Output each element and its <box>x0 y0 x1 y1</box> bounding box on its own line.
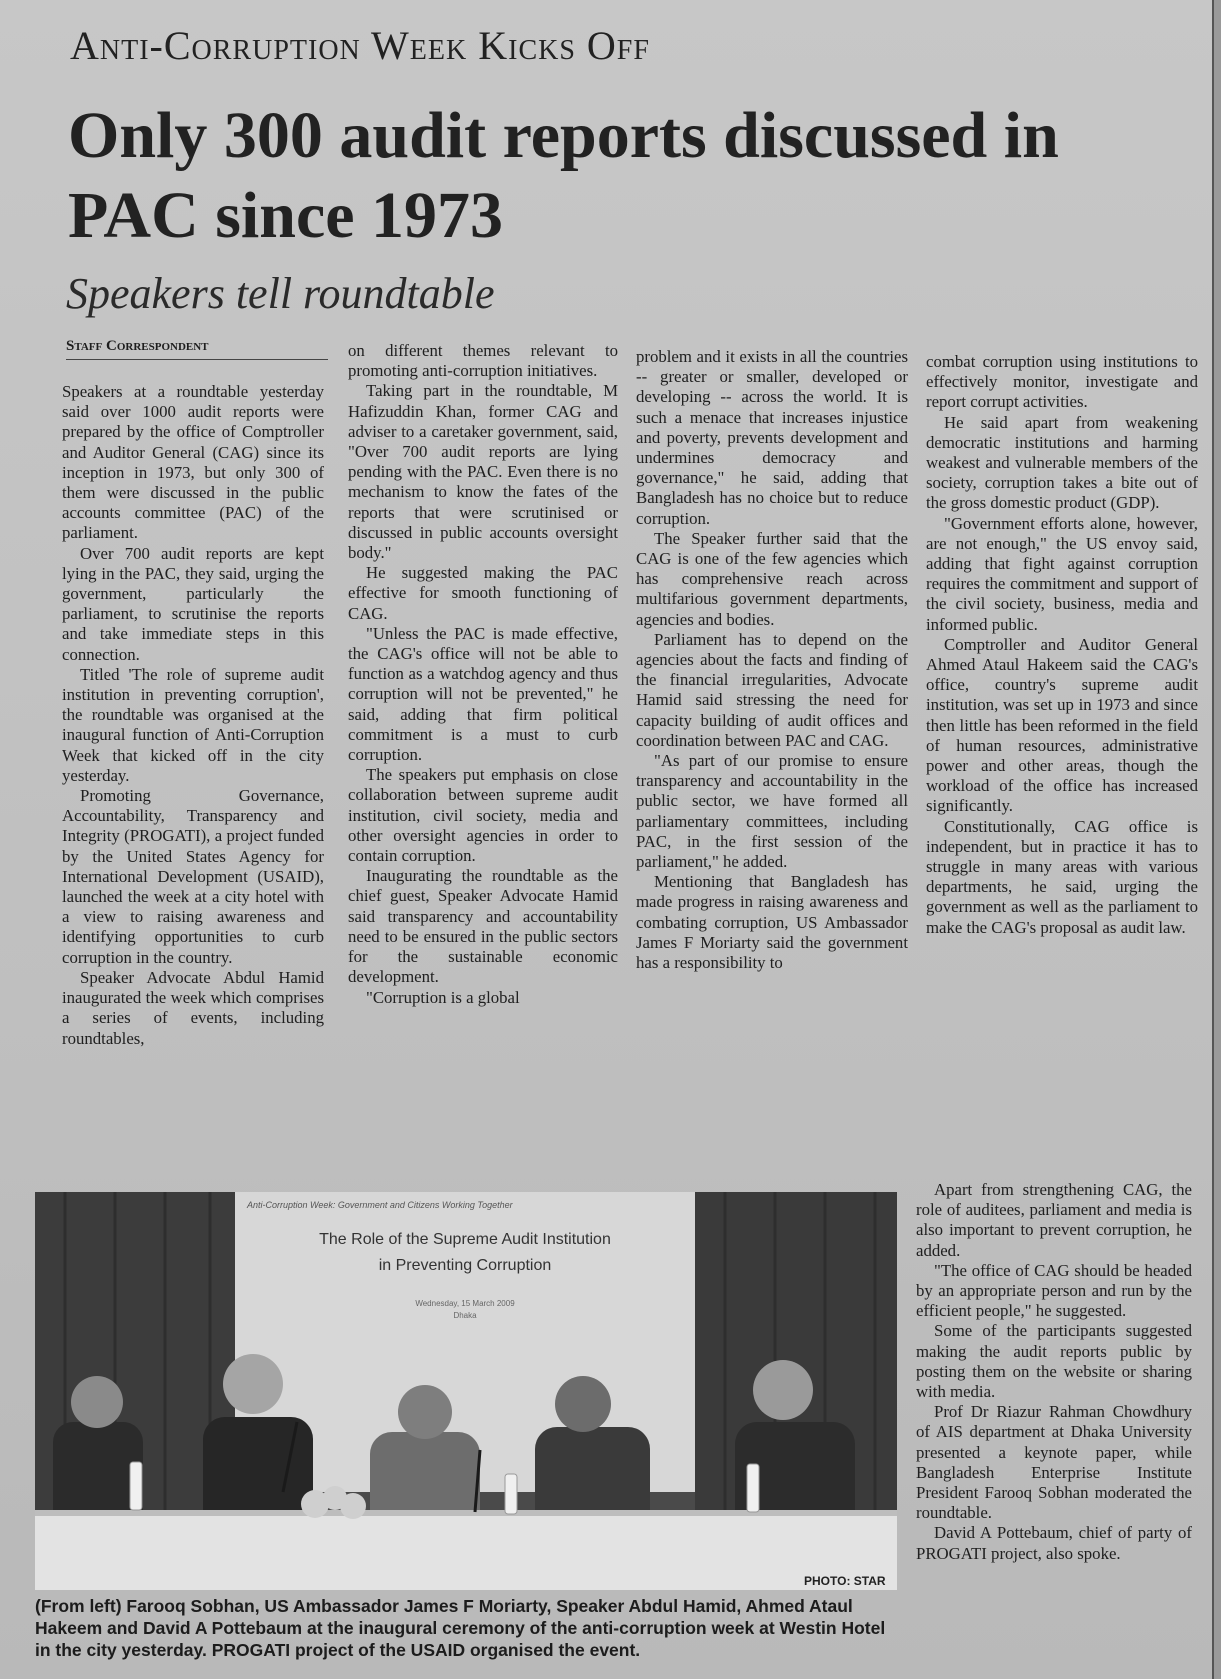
banner-top-text: Anti-Corruption Week: Government and Citizens Working Together <box>247 1200 513 1210</box>
page-fold-edge <box>1212 0 1221 1679</box>
event-photo <box>35 1192 897 1590</box>
paragraph: The Speaker further said that the CAG is one of the few agencies which has comprehensive reach across multifarious government departments, agencies and bodies. <box>636 528 908 629</box>
article-column-1 <box>62 382 324 1049</box>
article-column-2 <box>348 341 618 1008</box>
paragraph: "As part of our promise to ensure transparency and accountability in the public sector, we have formed all parliamentary committees, including PAC, in the first session of the parliament," he added. <box>636 751 908 872</box>
event-photo-illustration <box>35 1192 897 1590</box>
paragraph: Speaker Advocate Abdul Hamid inaugurated the week which comprises a series of events, including roundtables, <box>62 967 324 1048</box>
paragraph: He suggested making the PAC effective for smooth functioning of CAG. <box>348 563 618 623</box>
paragraph: "Corruption is a global <box>366 987 520 1007</box>
paragraph: problem and it exists in all the countries -- greater or smaller, developed or developing -- across the world. It is such a menace that increases injustice and poverty, prevents development and undermines democracy and governance," he said, adding that Bangladesh has no choice but to reduce corruption. <box>636 347 908 528</box>
banner-place: Dhaka <box>453 1311 477 1320</box>
paragraph: Some of the participants suggested making the audit reports public by posting them on the website or sharing with media. <box>916 1321 1192 1402</box>
article-headline: Only 300 audit reports discussed in PAC since 1973 <box>68 99 1059 252</box>
article-kicker: Anti-Corruption Week Kicks Off <box>70 23 650 68</box>
banner-date: Wednesday, 15 March 2009 <box>415 1299 515 1308</box>
conference-table <box>35 1514 897 1590</box>
paragraph: He said apart from weakening democratic institutions and harming weakest and vulnerable members of the society, corruption takes a bite out of the gross domestic product (GDP). <box>926 412 1198 513</box>
paragraph: Taking part in the roundtable, M Hafizuddin Khan, former CAG and adviser to a caretaker government, said, "Over 700 audit reports are lying pending with the PAC. Even there is no mechanism to know the fates of the reports that were scrutinised or discussed in public accounts oversight body." <box>348 381 618 563</box>
paragraph: Promoting Governance, Accountability, Transparency and Integrity (PROGATI), a project funded by the United States Agency for International Development (USAID), launched the week at a city hotel with a view to raising awareness and identifying opportunities to curb corruption in the country. <box>62 786 324 967</box>
paragraph: Speakers at a roundtable yesterday said over 1000 audit reports were prepared by the office of Comptroller and Auditor General (CAG) since its inception in 1973, but only 300 of them were discussed in the public accounts committee (PAC) of the parliament. <box>62 382 324 543</box>
banner-title-line-2: in Preventing Corruption <box>378 1257 552 1274</box>
paragraph: David A Pottebaum, chief of party of PROGATI project, also spoke. <box>916 1523 1192 1563</box>
paragraph: combat corruption using institutions to effectively monitor, investigate and report corrupt activities. <box>926 352 1198 412</box>
paragraph: Parliament has to depend on the agencies about the facts and finding of the financial irregularities, Advocate Hamid said stressing the need for capacity building of audit offices and coordination between PAC and CAG. <box>636 629 908 750</box>
paragraph: "Unless the PAC is made effective, the CAG's office will not be able to function as a watchdog agency and thus corruption will not be prevented," he said, adding that firm political commitment is a must to curb corruption. <box>348 623 618 765</box>
table-edge <box>35 1510 897 1516</box>
article-column-3 <box>636 347 908 973</box>
paragraph: The speakers put emphasis on close collaboration between supreme audit institution, civil society, media and other oversight agencies in order to contain corruption. <box>348 765 618 866</box>
paragraph: Prof Dr Riazur Rahman Chowdhury of AIS department at Dhaka University presented a keynote paper, while Bangladesh Enterprise Institute President Farooq Sobhan moderated the roundtable. <box>916 1402 1192 1523</box>
paragraph: "Government efforts alone, however, are not enough," the US envoy said, adding that fight against corruption requires the commitment and support of the civil society, business, media and informed public. <box>926 513 1198 634</box>
paragraph: Constitutionally, CAG office is independent, but in practice it has to struggle in many areas with various departments, he said, urging the government as well as the parliament to make the CAG's proposal as audit law. <box>926 816 1198 937</box>
paragraph: on different themes relevant to promoting anti-corruption initiatives. <box>348 341 618 381</box>
paragraph: Over 700 audit reports are kept lying in the PAC, they said, urging the government, particularly the parliament, to scrutinise the reports and take immediate steps in this connection. <box>62 543 324 664</box>
article-byline: Staff Correspondent <box>66 338 328 360</box>
article-column-4-continued <box>916 1180 1192 1564</box>
paragraph: Comptroller and Auditor General Ahmed Ataul Hakeem said the CAG's office, country's supreme audit institution, was set up in 1973 and since then little has been reformed in the field of human resources, administrative power and other areas, though the workload of the office has increased significantly. <box>926 634 1198 816</box>
article-column-4 <box>926 352 1198 938</box>
paragraph: Mentioning that Bangladesh has made progress in raising awareness and combating corruption, US Ambassador James F Moriarty said the government has a responsibility to <box>636 872 908 973</box>
article-deck: Speakers tell roundtable <box>66 269 495 318</box>
photo-credit: PHOTO: STAR <box>804 1574 886 1588</box>
paragraph: Inaugurating the roundtable as the chief guest, Speaker Advocate Hamid said transparency and accountability need to be ensured in the public sectors for the sustainable economic development. <box>348 866 618 987</box>
paragraph: "The office of CAG should be headed by an appropriate person and run by the efficient people," he suggested. <box>916 1260 1192 1321</box>
banner-title-line-1: The Role of the Supreme Audit Institution <box>319 1231 611 1248</box>
paragraph: Apart from strengthening CAG, the role of auditees, parliament and media is also important to prevent corruption, he added. <box>916 1180 1192 1260</box>
photo-caption: (From left) Farooq Sobhan, US Ambassador James F Moriarty, Speaker Abdul Hamid, Ahmed Ataul Hakeem and David A Pottebaum at the inaugural ceremony of the anti-corruption week at Westin Hotel in the city yesterday. PROGATI project of the USAID organised the event. <box>35 1596 886 1660</box>
paragraph: Titled 'The role of supreme audit institution in preventing corruption', the roundtable was organised at the inaugural function of Anti-Corruption Week that kicked off in the city yesterday. <box>62 664 324 785</box>
